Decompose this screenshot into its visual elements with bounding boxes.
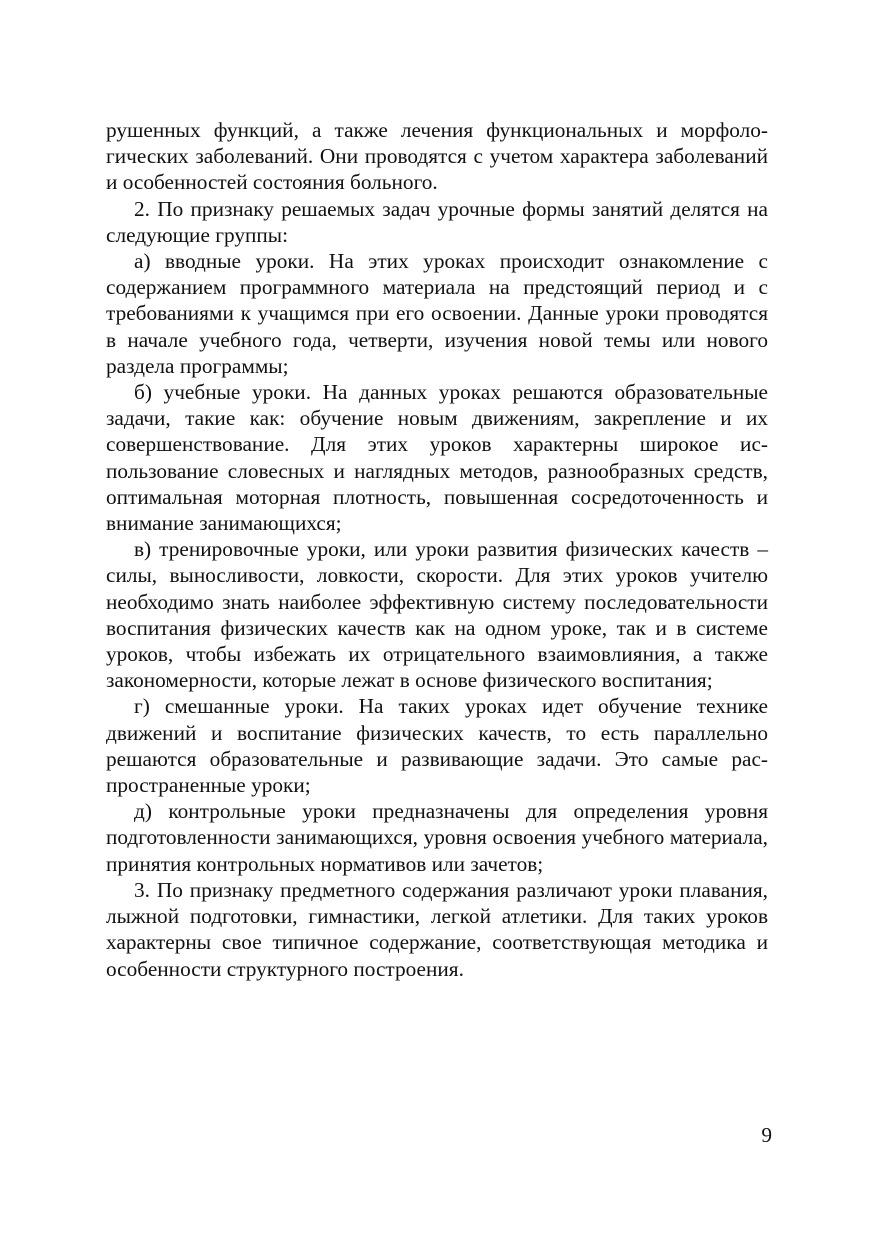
paragraph-introductory-lessons: а) вводные уроки. На этих уроках происходит ознакомление с содержанием программного материала на предстоящий период и с требованиями к учащимся при его освоении. Данные уроки проводятся в начале учебного года, четверти, изучения новой темы или нового раздела программы;	[106, 249, 768, 378]
page-body-text	[106, 117, 768, 982]
paragraph-mixed-lessons: г) смешанные уроки. На таких уроках идет обучение технике движений и воспитание физических качеств, то есть параллельно решаются образовательные и развивающие задачи. Это самые распространенные уроки;	[106, 694, 768, 798]
paragraph-subject-content: 3. По признаку предметного содержания различают уроки плавания, лыжной подготовки, гимнастики, легкой атлетики. Для таких уроков характерны свое типичное содержание, соответствующая методика и особенности структурного построения.	[106, 877, 768, 981]
paragraph-classification-tasks: 2. По признаку решаемых задач урочные формы занятий делятся на следующие группы:	[106, 196, 768, 247]
paragraph-educational-lessons: б) учебные уроки. На данных уроках решаются образовательные задачи, такие как: обучение новым движениям, закрепление и их совершенствование. Для этих уроков характерны широкое использование словесных и наглядных методов, разнообразных средств, оптимальная моторная плотность, повышенная сосредоточенность и внимание занимающихся;	[106, 380, 768, 536]
paragraph-control-lessons: д) контрольные уроки предназначены для определения уровня подготовленности занимающихся, уровня освоения учебного материала, принятия контрольных нормативов или зачетов;	[106, 799, 768, 876]
paragraph-training-lessons: в) тренировочные уроки, или уроки развития физических качеств – силы, выносливости, ловкости, скорости. Для этих уроков учителю необходимо знать наиболее эффективную систему последовательности воспитания физических качеств как на одном уроке, так и в системе уроков, чтобы избежать их отрицательного взаимовлияния, а также закономерности, которые лежат в основе физического воспитания;	[106, 537, 768, 693]
paragraph-continuation: рушенных функций, а также лечения функциональных и морфологических заболеваний. Они проводятся с учетом характера заболеваний и особенностей состояния больного.	[106, 118, 768, 195]
page-number: 9	[761, 1123, 772, 1147]
